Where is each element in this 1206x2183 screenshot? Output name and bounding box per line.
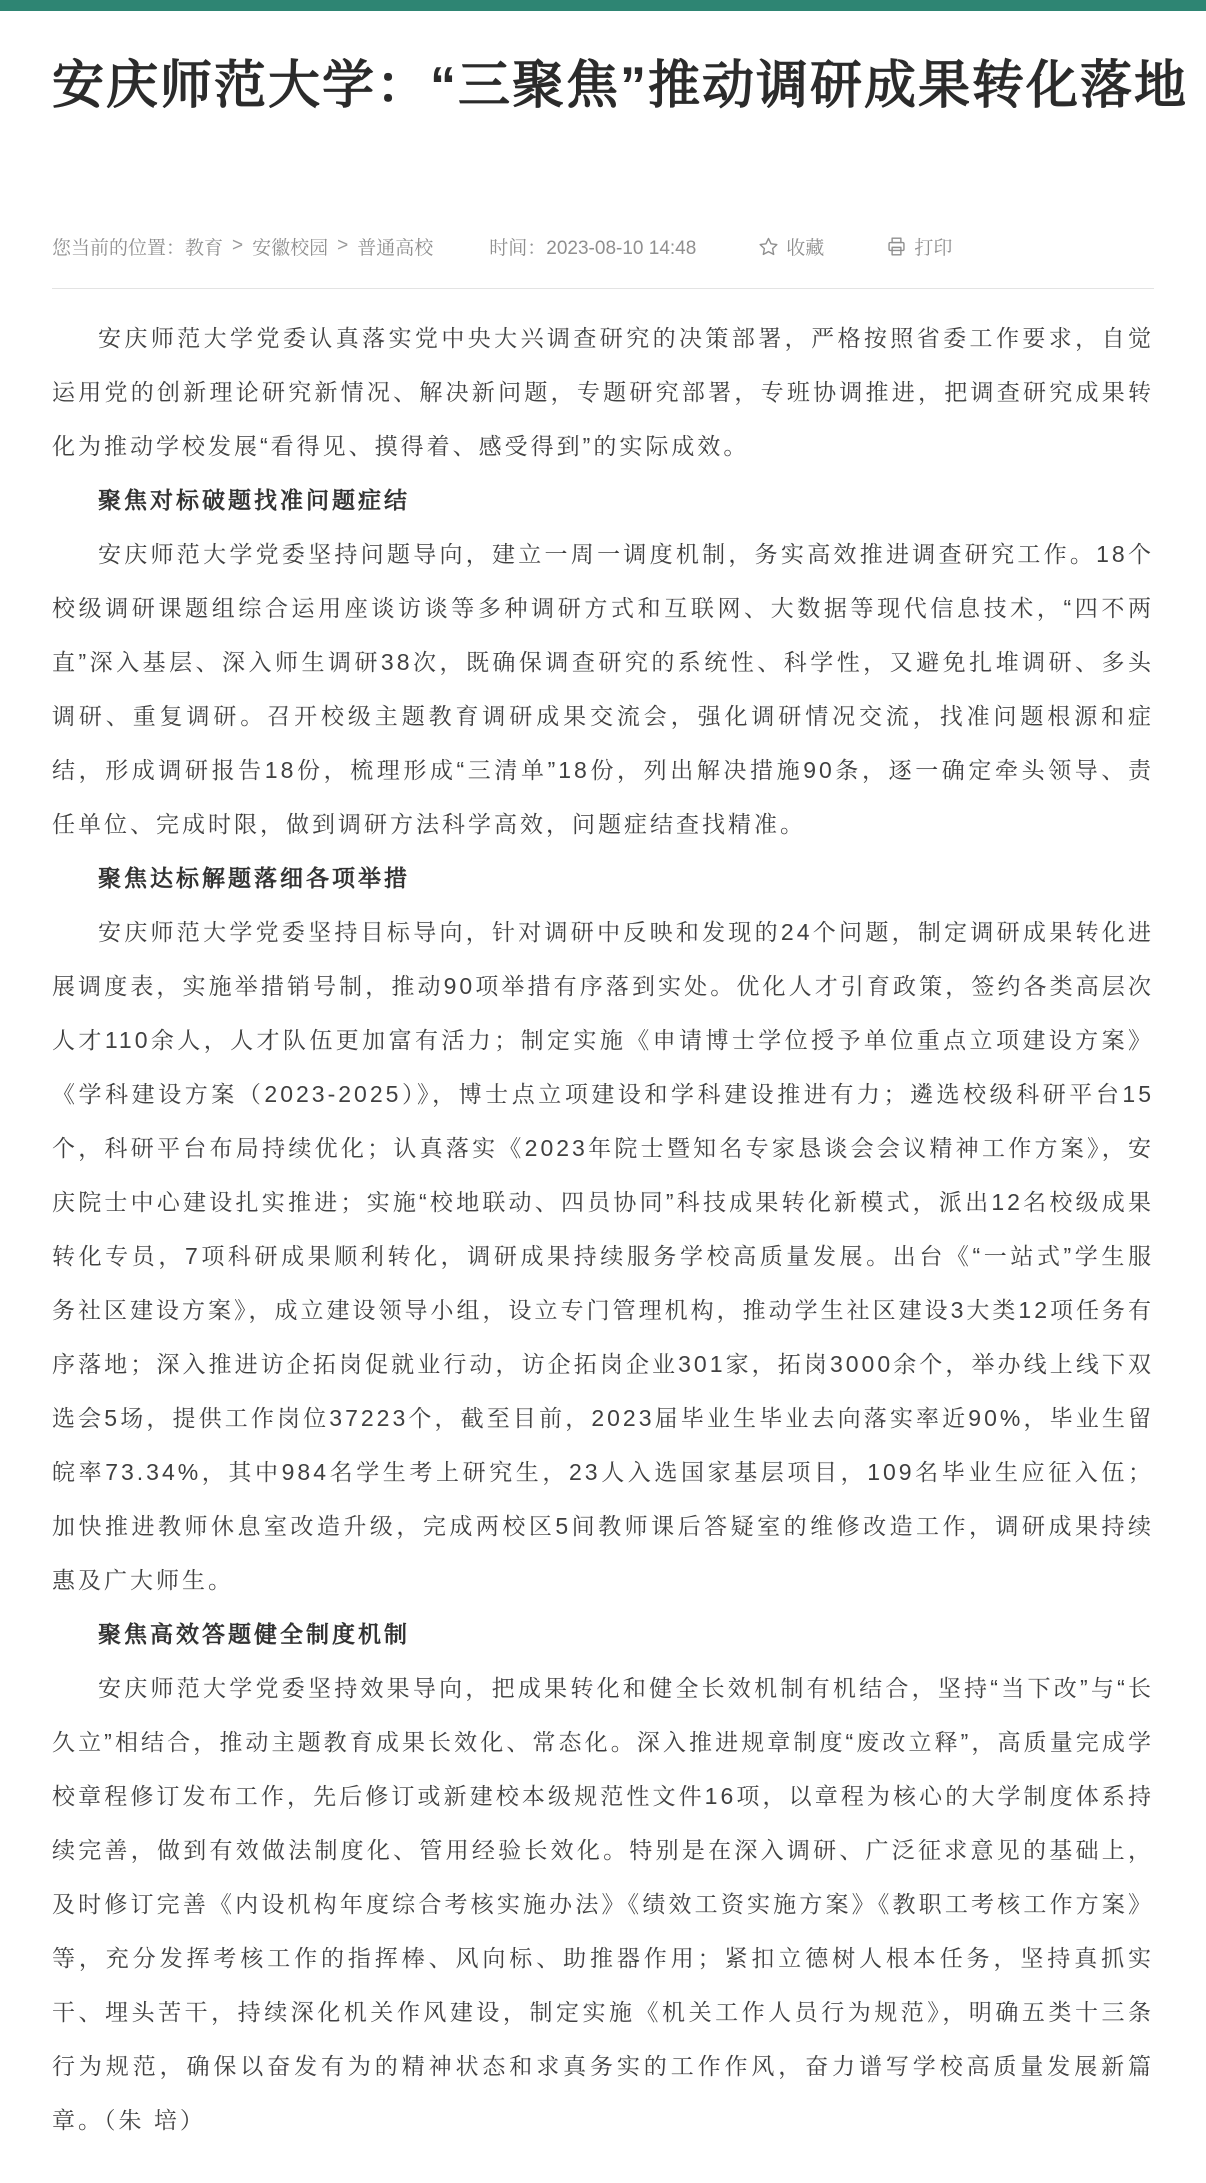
breadcrumb-separator: > [337,235,349,257]
location-label: 您当前的位置： [52,237,186,259]
header-divider [52,288,1154,289]
favorite-button[interactable] [758,233,824,260]
top-accent-bar [0,0,1206,11]
article-paragraph: 安庆师范大学党委坚持目标导向，针对调研中反映和发现的24个问题，制定调研成果转化进展调度表，实施举措销号制，推动90项举措有序落到实处。优化人才引育政策，签约各类高层次人才110余人，人才队伍更加富有活力；制定实施《申请博士学位授予单位重点立项建设方案》《学科建设方案（2023-2025）》，博士点立项建设和学科建设推进有力；遴选校级科研平台15个，科研平台布局持续优化；认真落实《2023年院士暨知名专家恳谈会会议精神工作方案》，安庆院士中心建设扎实推进；实施“校地联动、四员协同”科技成果转化新模式，派出12名校级成果转化专员，7项科研成果顺利转化，调研成果持续服务学校高质量发展。出台《“一站式”学生服务社区建设方案》，成立建设领导小组，设立专门管理机构，推动学生社区建设3大类12项任务有序落地；深入推进访企拓岗促就业行动，访企拓岗企业301家，拓岗3000余个，举办线上线下双选会5场，提供工作岗位37223个，截至目前，2023届毕业生毕业去向落实率近90%，毕业生留皖率73.34%，其中984名学生考上研究生，23人入选国家基层项目，109名毕业生应征入伍；加快推进教师休息室改造升级，完成两校区5间教师课后答疑室的维修改造工作，调研成果持续惠及广大师生。 [52,918,1154,1593]
printer-icon [886,236,907,257]
breadcrumb-item-regular-colleges[interactable]: 普通高校 [357,237,434,259]
article-body [52,311,1154,2147]
article-paragraph: 安庆师范大学党委坚持效果导向，把成果转化和健全长效机制有机结合，坚持“当下改”与“长久立”相结合，推动主题教育成果长效化、常态化。深入推进规章制度“废改立释”，高质量完成学校章程修订发布工作，先后修订或新建校本级规范性文件16项，以章程为核心的大学制度体系持续完善，做到有效做法制度化、管用经验长效化。特别是在深入调研、广泛征求意见的基础上，及时修订完善《内设机构年度综合考核实施办法》《绩效工资实施方案》《教职工考核工作方案》等，充分发挥考核工作的指挥棒、风向标、助推器作用；紧扣立德树人根本任务，坚持真抓实干、埋头苦干，持续深化机关作风建设，制定实施《机关工作人员行为规范》，明确五类十三条行为规范，确保以奋发有为的精神状态和求真务实的工作作风，奋力谱写学校高质量发展新篇章。（朱 培） [52,1674,1154,2133]
section-heading-2: 聚焦达标解题落细各项举措 [98,864,410,891]
article-page [0,57,1206,2147]
star-icon [758,236,779,257]
section-heading-1: 聚焦对标破题找准问题症结 [98,486,410,513]
section-heading-3: 聚焦高效答题健全制度机制 [98,1620,410,1647]
print-label: 打印 [914,237,953,259]
breadcrumb [52,233,1154,260]
breadcrumb-item-anhui-campus[interactable]: 安徽校园 [252,237,329,259]
page-title: 安庆师范大学：“三聚焦”推动调研成果转化落地 [52,57,1189,115]
article-paragraph: 安庆师范大学党委认真落实党中央大兴调查研究的决策部署，严格按照省委工作要求，自觉运用党的创新理论研究新情况、解决新问题，专题研究部署，专班协调推进，把调查研究成果转化为推动学校发展“看得见、摸得着、感受得到”的实际成效。 [52,324,1154,459]
print-button[interactable] [886,233,952,260]
favorite-label: 收藏 [786,237,825,259]
article-paragraph: 安庆师范大学党委坚持问题导向，建立一周一调度机制，务实高效推进调查研究工作。18个校级调研课题组综合运用座谈访谈等多种调研方式和互联网、大数据等现代信息技术，“四不两直”深入基层、深入师生调研38次，既确保调查研究的系统性、科学性，又避免扎堆调研、多头调研、重复调研。召开校级主题教育调研成果交流会，强化调研情况交流，找准问题根源和症结，形成调研报告18份，梳理形成“三清单”18份，列出解决措施90条，逐一确定牵头领导、责任单位、完成时限，做到调研方法科学高效，问题症结查找精准。 [52,540,1154,837]
breadcrumb-separator: > [232,235,244,257]
breadcrumb-links [185,233,433,260]
breadcrumb-item-education[interactable]: 教育 [185,237,224,259]
publish-time: 时间：2023-08-10 14:48 [489,237,697,259]
